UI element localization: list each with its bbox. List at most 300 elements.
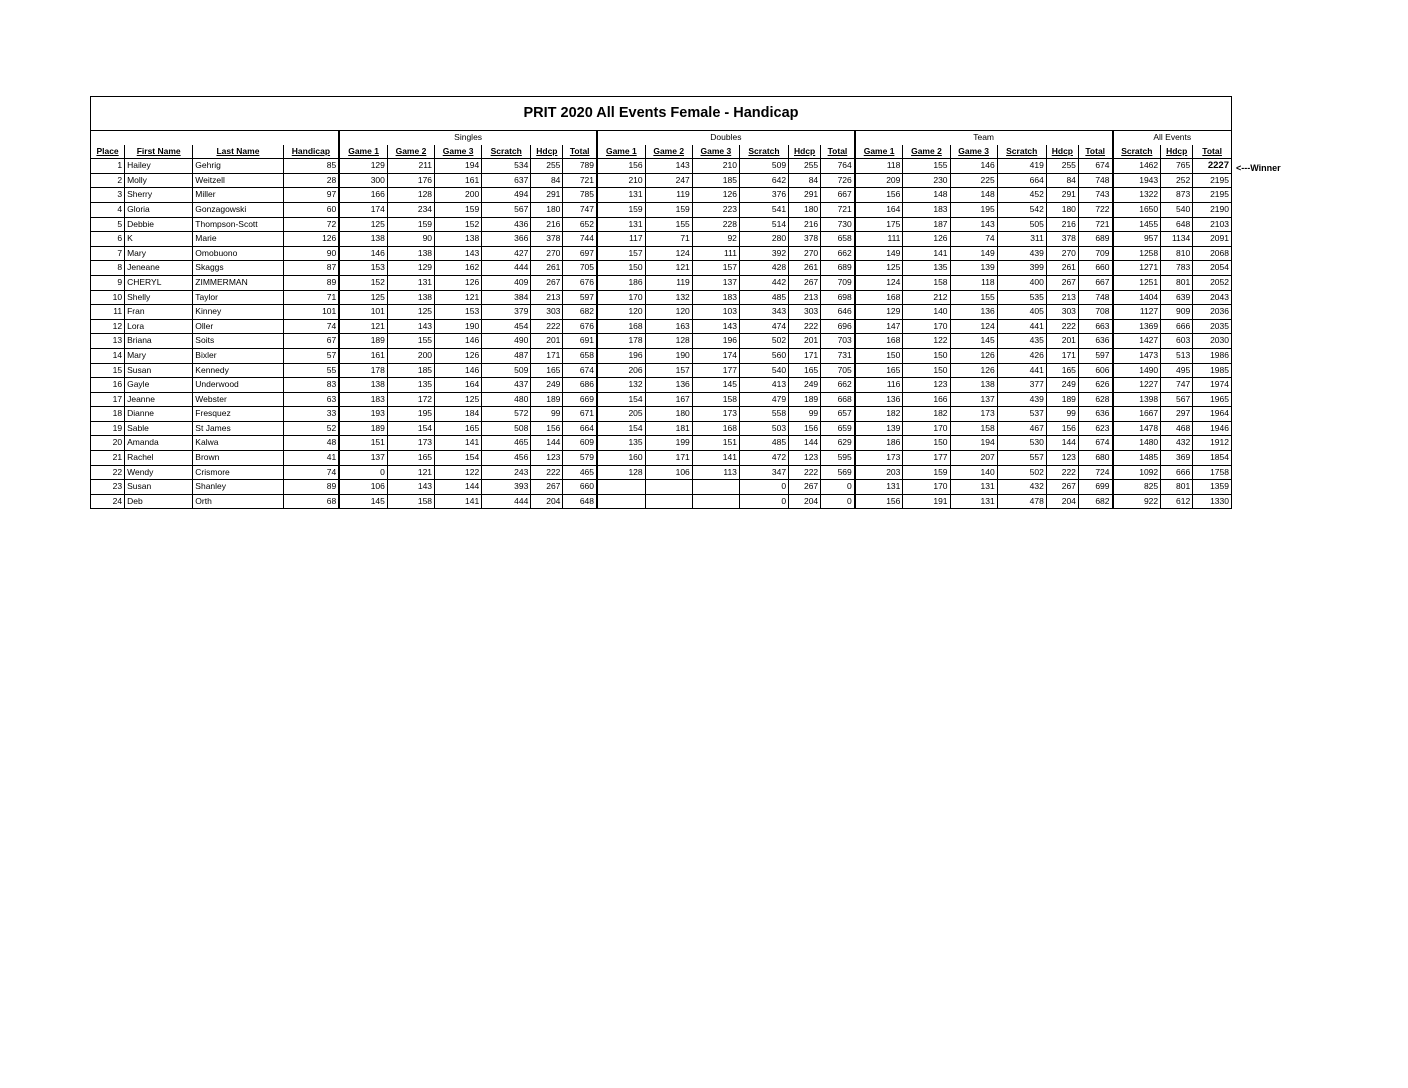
cell-place: 13 (91, 334, 125, 349)
cell-singles-game3: 143 (435, 246, 482, 261)
cell-all-scratch: 1404 (1113, 290, 1161, 305)
cell-team-hdcp: 84 (1046, 173, 1078, 188)
cell-handicap: 57 (283, 348, 339, 363)
cell-doubles-game2: 128 (645, 334, 692, 349)
cell-place: 17 (91, 392, 125, 407)
cell-singles-scratch: 379 (482, 305, 531, 320)
cell-team-game1: 156 (855, 188, 903, 203)
cell-all-total: 1946 (1193, 421, 1232, 436)
header-doubles-game3: Game 3 (692, 145, 739, 159)
cell-singles-game3: 154 (435, 451, 482, 466)
cell-team-total: 708 (1078, 305, 1112, 320)
table-row (91, 334, 1232, 349)
cell-doubles-game1: 178 (597, 334, 645, 349)
table-row (91, 319, 1232, 334)
cell-doubles-game3: 113 (692, 465, 739, 480)
cell-singles-game2: 121 (387, 465, 434, 480)
cell-doubles-hdcp: 99 (789, 407, 821, 422)
cell-singles-game3: 164 (435, 378, 482, 393)
cell-first-name: CHERYL (125, 275, 193, 290)
cell-handicap: 33 (283, 407, 339, 422)
cell-doubles-total: 703 (821, 334, 855, 349)
cell-singles-game2: 176 (387, 173, 434, 188)
cell-singles-game1: 106 (339, 480, 387, 495)
cell-singles-hdcp: 189 (531, 392, 563, 407)
cell-team-game2: 191 (903, 494, 950, 509)
cell-singles-game2: 135 (387, 378, 434, 393)
cell-team-hdcp: 249 (1046, 378, 1078, 393)
cell-singles-hdcp: 213 (531, 290, 563, 305)
cell-singles-game2: 159 (387, 217, 434, 232)
cell-singles-hdcp: 267 (531, 275, 563, 290)
cell-handicap: 74 (283, 319, 339, 334)
cell-doubles-hdcp: 249 (789, 378, 821, 393)
table-row (91, 421, 1232, 436)
group-doubles: Doubles (597, 131, 855, 145)
cell-last-name: Crismore (193, 465, 283, 480)
cell-doubles-hdcp: 84 (789, 173, 821, 188)
cell-singles-game1: 151 (339, 436, 387, 451)
cell-team-game2: 150 (903, 436, 950, 451)
cell-doubles-hdcp: 123 (789, 451, 821, 466)
cell-team-scratch: 467 (997, 421, 1046, 436)
cell-team-game3: 145 (950, 334, 997, 349)
header-place: Place (91, 145, 125, 159)
cell-team-game3: 126 (950, 348, 997, 363)
cell-handicap: 89 (283, 275, 339, 290)
cell-last-name: Kalwa (193, 436, 283, 451)
cell-doubles-game1 (597, 480, 645, 495)
cell-doubles-game2: 167 (645, 392, 692, 407)
header-singles-game1: Game 1 (339, 145, 387, 159)
cell-all-hdcp: 873 (1161, 188, 1193, 203)
cell-singles-hdcp: 99 (531, 407, 563, 422)
cell-singles-scratch: 490 (482, 334, 531, 349)
cell-place: 4 (91, 202, 125, 217)
group-team: Team (855, 131, 1113, 145)
cell-team-hdcp: 267 (1046, 275, 1078, 290)
cell-doubles-scratch: 280 (739, 232, 788, 247)
cell-singles-game3: 146 (435, 363, 482, 378)
cell-team-game1: 156 (855, 494, 903, 509)
cell-all-scratch: 825 (1113, 480, 1161, 495)
cell-all-scratch: 1478 (1113, 421, 1161, 436)
cell-doubles-total: 595 (821, 451, 855, 466)
cell-all-hdcp: 297 (1161, 407, 1193, 422)
cell-doubles-scratch: 472 (739, 451, 788, 466)
table-row (91, 261, 1232, 276)
header-team-game2: Game 2 (903, 145, 950, 159)
cell-all-total: 1985 (1193, 363, 1232, 378)
cell-singles-hdcp: 144 (531, 436, 563, 451)
cell-singles-game2: 200 (387, 348, 434, 363)
cell-handicap: 55 (283, 363, 339, 378)
cell-singles-game3: 141 (435, 494, 482, 509)
cell-singles-scratch: 508 (482, 421, 531, 436)
cell-singles-total: 465 (563, 465, 597, 480)
cell-doubles-game3: 157 (692, 261, 739, 276)
cell-all-scratch: 1271 (1113, 261, 1161, 276)
cell-all-hdcp: 567 (1161, 392, 1193, 407)
cell-team-hdcp: 171 (1046, 348, 1078, 363)
header-singles-game3: Game 3 (435, 145, 482, 159)
cell-team-scratch: 441 (997, 363, 1046, 378)
cell-doubles-game3: 174 (692, 348, 739, 363)
cell-doubles-total: 658 (821, 232, 855, 247)
cell-team-game2: 170 (903, 480, 950, 495)
table-row (91, 348, 1232, 363)
cell-first-name: Jeanne (125, 392, 193, 407)
cell-singles-scratch: 456 (482, 451, 531, 466)
cell-singles-total: 682 (563, 305, 597, 320)
header-team-game1: Game 1 (855, 145, 903, 159)
cell-all-total: 1330 (1193, 494, 1232, 509)
cell-first-name: Wendy (125, 465, 193, 480)
cell-team-game1: 203 (855, 465, 903, 480)
cell-doubles-game1: 205 (597, 407, 645, 422)
cell-team-hdcp: 255 (1046, 159, 1078, 174)
cell-team-hdcp: 165 (1046, 363, 1078, 378)
cell-team-total: 722 (1078, 202, 1112, 217)
cell-team-total: 743 (1078, 188, 1112, 203)
cell-singles-scratch: 487 (482, 348, 531, 363)
table-row (91, 232, 1232, 247)
cell-doubles-game1: 117 (597, 232, 645, 247)
cell-first-name: Dianne (125, 407, 193, 422)
cell-singles-scratch: 509 (482, 363, 531, 378)
cell-doubles-total: 659 (821, 421, 855, 436)
cell-place: 21 (91, 451, 125, 466)
cell-singles-game2: 155 (387, 334, 434, 349)
cell-team-game1: 139 (855, 421, 903, 436)
cell-team-scratch: 452 (997, 188, 1046, 203)
cell-team-game1: 116 (855, 378, 903, 393)
cell-doubles-scratch: 509 (739, 159, 788, 174)
cell-team-game3: 225 (950, 173, 997, 188)
cell-doubles-scratch: 541 (739, 202, 788, 217)
header-team-scratch: Scratch (997, 145, 1046, 159)
cell-doubles-game2: 106 (645, 465, 692, 480)
header-doubles-hdcp: Hdcp (789, 145, 821, 159)
cell-doubles-game3: 126 (692, 188, 739, 203)
cell-team-scratch: 439 (997, 392, 1046, 407)
cell-doubles-game2: 163 (645, 319, 692, 334)
cell-doubles-total: 569 (821, 465, 855, 480)
cell-all-total: 2195 (1193, 173, 1232, 188)
cell-last-name: Oller (193, 319, 283, 334)
cell-all-total: 2227 (1193, 159, 1232, 174)
cell-singles-game1: 193 (339, 407, 387, 422)
cell-first-name: Mary (125, 246, 193, 261)
cell-doubles-scratch: 479 (739, 392, 788, 407)
cell-doubles-hdcp: 378 (789, 232, 821, 247)
cell-doubles-scratch: 558 (739, 407, 788, 422)
cell-singles-game1: 153 (339, 261, 387, 276)
cell-singles-hdcp: 180 (531, 202, 563, 217)
cell-singles-game3: 122 (435, 465, 482, 480)
cell-handicap: 97 (283, 188, 339, 203)
cell-doubles-total: 709 (821, 275, 855, 290)
header-doubles-scratch: Scratch (739, 145, 788, 159)
cell-handicap: 52 (283, 421, 339, 436)
cell-doubles-game2: 132 (645, 290, 692, 305)
cell-team-game2: 187 (903, 217, 950, 232)
cell-team-scratch: 502 (997, 465, 1046, 480)
cell-team-game2: 230 (903, 173, 950, 188)
cell-doubles-game1: 186 (597, 275, 645, 290)
cell-singles-total: 609 (563, 436, 597, 451)
cell-place: 5 (91, 217, 125, 232)
cell-doubles-game2: 199 (645, 436, 692, 451)
cell-all-hdcp: 432 (1161, 436, 1193, 451)
cell-handicap: 87 (283, 261, 339, 276)
cell-team-total: 626 (1078, 378, 1112, 393)
cell-team-hdcp: 123 (1046, 451, 1078, 466)
cell-singles-scratch: 409 (482, 275, 531, 290)
cell-singles-game2: 138 (387, 290, 434, 305)
cell-singles-game3: 141 (435, 436, 482, 451)
cell-team-game3: 131 (950, 480, 997, 495)
cell-handicap: 63 (283, 392, 339, 407)
cell-all-hdcp: 540 (1161, 202, 1193, 217)
header-team-hdcp: Hdcp (1046, 145, 1078, 159)
cell-singles-game2: 129 (387, 261, 434, 276)
cell-first-name: K (125, 232, 193, 247)
cell-all-hdcp: 513 (1161, 348, 1193, 363)
cell-handicap: 67 (283, 334, 339, 349)
page-title: PRIT 2020 All Events Female - Handicap (91, 97, 1232, 131)
cell-team-game1: 182 (855, 407, 903, 422)
cell-singles-game1: 161 (339, 348, 387, 363)
cell-singles-game1: 166 (339, 188, 387, 203)
cell-doubles-total: 730 (821, 217, 855, 232)
cell-singles-total: 579 (563, 451, 597, 466)
cell-doubles-hdcp: 222 (789, 319, 821, 334)
cell-handicap: 72 (283, 217, 339, 232)
cell-doubles-scratch: 347 (739, 465, 788, 480)
cell-team-game3: 139 (950, 261, 997, 276)
cell-team-game1: 131 (855, 480, 903, 495)
cell-handicap: 41 (283, 451, 339, 466)
cell-handicap: 71 (283, 290, 339, 305)
cell-first-name: Briana (125, 334, 193, 349)
cell-singles-game3: 200 (435, 188, 482, 203)
cell-doubles-game1: 196 (597, 348, 645, 363)
cell-doubles-scratch: 514 (739, 217, 788, 232)
cell-all-scratch: 1455 (1113, 217, 1161, 232)
cell-team-hdcp: 291 (1046, 188, 1078, 203)
cell-team-total: 674 (1078, 436, 1112, 451)
cell-all-hdcp: 369 (1161, 451, 1193, 466)
cell-singles-scratch: 427 (482, 246, 531, 261)
cell-singles-total: 747 (563, 202, 597, 217)
cell-doubles-total: 764 (821, 159, 855, 174)
cell-doubles-scratch: 502 (739, 334, 788, 349)
cell-all-total: 2195 (1193, 188, 1232, 203)
cell-singles-game3: 144 (435, 480, 482, 495)
table-row (91, 202, 1232, 217)
cell-handicap: 74 (283, 465, 339, 480)
cell-last-name: Brown (193, 451, 283, 466)
cell-team-game1: 149 (855, 246, 903, 261)
cell-team-scratch: 537 (997, 407, 1046, 422)
cell-all-hdcp: 468 (1161, 421, 1193, 436)
cell-team-game3: 140 (950, 465, 997, 480)
cell-team-game2: 150 (903, 363, 950, 378)
header-doubles-total: Total (821, 145, 855, 159)
cell-team-game1: 136 (855, 392, 903, 407)
cell-team-game3: 131 (950, 494, 997, 509)
cell-doubles-hdcp: 165 (789, 363, 821, 378)
header-singles-game2: Game 2 (387, 145, 434, 159)
cell-doubles-scratch: 413 (739, 378, 788, 393)
cell-singles-hdcp: 201 (531, 334, 563, 349)
cell-first-name: Jeneane (125, 261, 193, 276)
cell-first-name: Amanda (125, 436, 193, 451)
cell-place: 19 (91, 421, 125, 436)
cell-team-game3: 195 (950, 202, 997, 217)
cell-team-game2: 158 (903, 275, 950, 290)
cell-singles-game2: 211 (387, 159, 434, 174)
cell-all-total: 2035 (1193, 319, 1232, 334)
group-spacer (91, 131, 340, 145)
cell-place: 3 (91, 188, 125, 203)
cell-team-total: 724 (1078, 465, 1112, 480)
cell-singles-scratch: 243 (482, 465, 531, 480)
cell-doubles-game3: 103 (692, 305, 739, 320)
cell-place: 2 (91, 173, 125, 188)
cell-place: 10 (91, 290, 125, 305)
cell-all-scratch: 1398 (1113, 392, 1161, 407)
cell-all-hdcp: 1134 (1161, 232, 1193, 247)
cell-team-hdcp: 216 (1046, 217, 1078, 232)
cell-team-scratch: 399 (997, 261, 1046, 276)
cell-all-hdcp: 747 (1161, 378, 1193, 393)
cell-last-name: Gehrig (193, 159, 283, 174)
cell-team-total: 699 (1078, 480, 1112, 495)
cell-team-hdcp: 261 (1046, 261, 1078, 276)
cell-singles-game1: 125 (339, 290, 387, 305)
cell-last-name: Fresquez (193, 407, 283, 422)
cell-all-total: 1854 (1193, 451, 1232, 466)
cell-doubles-game3: 151 (692, 436, 739, 451)
cell-first-name: Lora (125, 319, 193, 334)
cell-team-game3: 126 (950, 363, 997, 378)
cell-singles-game3: 161 (435, 173, 482, 188)
table-row (91, 173, 1232, 188)
cell-team-game1: 168 (855, 334, 903, 349)
cell-doubles-game2: 157 (645, 363, 692, 378)
cell-singles-game1: 183 (339, 392, 387, 407)
cell-last-name: Skaggs (193, 261, 283, 276)
table-row (91, 378, 1232, 393)
cell-singles-game1: 129 (339, 159, 387, 174)
cell-all-scratch: 1251 (1113, 275, 1161, 290)
cell-singles-game3: 152 (435, 217, 482, 232)
cell-doubles-game3 (692, 494, 739, 509)
cell-team-hdcp: 267 (1046, 480, 1078, 495)
cell-all-hdcp: 648 (1161, 217, 1193, 232)
cell-last-name: Gonzagowski (193, 202, 283, 217)
cell-singles-game1: 137 (339, 451, 387, 466)
cell-singles-total: 671 (563, 407, 597, 422)
cell-doubles-game1: 156 (597, 159, 645, 174)
cell-all-total: 2043 (1193, 290, 1232, 305)
cell-team-game3: 136 (950, 305, 997, 320)
cell-team-game2: 183 (903, 202, 950, 217)
cell-team-hdcp: 99 (1046, 407, 1078, 422)
header-singles-total: Total (563, 145, 597, 159)
cell-singles-total: 721 (563, 173, 597, 188)
cell-doubles-scratch: 503 (739, 421, 788, 436)
cell-doubles-game1: 160 (597, 451, 645, 466)
cell-singles-hdcp: 249 (531, 378, 563, 393)
cell-place: 6 (91, 232, 125, 247)
cell-team-game2: 141 (903, 246, 950, 261)
cell-doubles-scratch: 442 (739, 275, 788, 290)
cell-team-game2: 170 (903, 421, 950, 436)
cell-team-game3: 143 (950, 217, 997, 232)
cell-doubles-game2: 190 (645, 348, 692, 363)
cell-all-total: 2036 (1193, 305, 1232, 320)
cell-doubles-hdcp: 204 (789, 494, 821, 509)
cell-doubles-total: 668 (821, 392, 855, 407)
cell-singles-hdcp: 261 (531, 261, 563, 276)
cell-singles-hdcp: 222 (531, 319, 563, 334)
cell-doubles-game3: 173 (692, 407, 739, 422)
cell-doubles-hdcp: 171 (789, 348, 821, 363)
cell-team-game3: 118 (950, 275, 997, 290)
cell-singles-game2: 185 (387, 363, 434, 378)
cell-doubles-game2: 171 (645, 451, 692, 466)
cell-team-hdcp: 204 (1046, 494, 1078, 509)
cell-singles-hdcp: 165 (531, 363, 563, 378)
cell-doubles-scratch: 485 (739, 290, 788, 305)
cell-singles-game2: 131 (387, 275, 434, 290)
cell-doubles-game3: 111 (692, 246, 739, 261)
cell-singles-scratch: 637 (482, 173, 531, 188)
cell-all-scratch: 1667 (1113, 407, 1161, 422)
cell-all-hdcp: 666 (1161, 319, 1193, 334)
cell-singles-total: 658 (563, 348, 597, 363)
cell-team-total: 663 (1078, 319, 1112, 334)
cell-place: 20 (91, 436, 125, 451)
cell-doubles-game1: 132 (597, 378, 645, 393)
cell-team-total: 709 (1078, 246, 1112, 261)
cell-team-game3: 146 (950, 159, 997, 174)
cell-all-hdcp: 666 (1161, 465, 1193, 480)
cell-team-scratch: 435 (997, 334, 1046, 349)
cell-doubles-hdcp: 270 (789, 246, 821, 261)
cell-first-name: Deb (125, 494, 193, 509)
cell-handicap: 85 (283, 159, 339, 174)
cell-doubles-game3: 143 (692, 319, 739, 334)
cell-place: 22 (91, 465, 125, 480)
cell-singles-game2: 128 (387, 188, 434, 203)
cell-handicap: 68 (283, 494, 339, 509)
cell-all-hdcp: 252 (1161, 173, 1193, 188)
cell-singles-total: 705 (563, 261, 597, 276)
cell-doubles-hdcp: 180 (789, 202, 821, 217)
cell-all-hdcp: 801 (1161, 480, 1193, 495)
cell-all-total: 1964 (1193, 407, 1232, 422)
cell-singles-total: 597 (563, 290, 597, 305)
cell-place: 14 (91, 348, 125, 363)
cell-all-total: 2103 (1193, 217, 1232, 232)
cell-all-total: 1758 (1193, 465, 1232, 480)
cell-doubles-game1: 128 (597, 465, 645, 480)
table-row (91, 451, 1232, 466)
